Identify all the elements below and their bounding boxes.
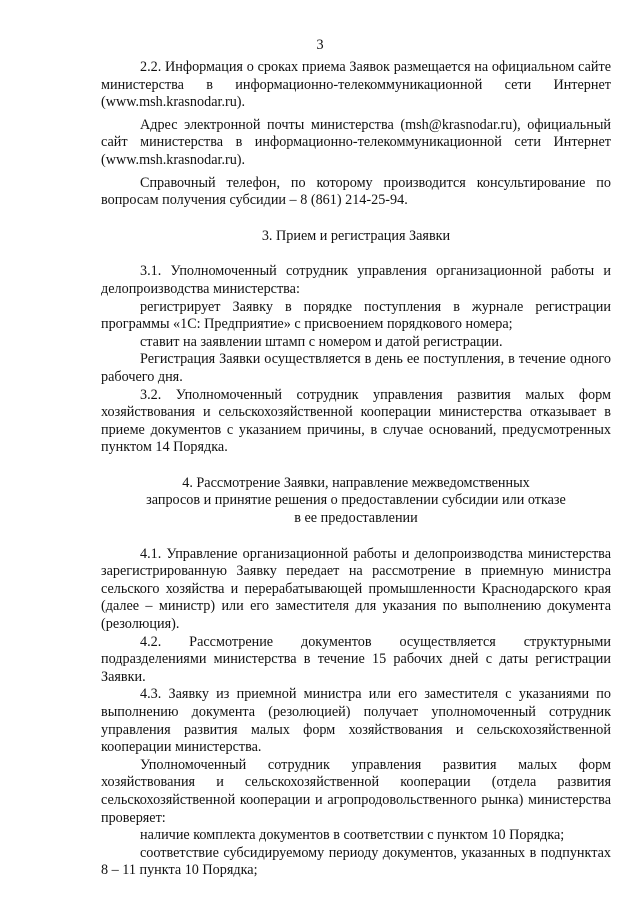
paragraph-2-2: 2.2. Информация о сроках приема Заявок размещается на официальном сайте министерства в информационно-телекоммуникационной сети Интернет (www.msh.krasnodar.ru). — [101, 59, 611, 111]
paragraph-checks: Уполномоченный сотрудник управления развития малых форм хозяйствования и сельскохозяйственной кооперации (отдела развития сельскохозяйственной кооперации и агропродовольственного рынка) министерства проверяет: — [101, 756, 611, 826]
paragraph-3-1-register: регистрирует Заявку в порядке поступления в журнале регистрации программы «1С: Предприятие» с присвоением порядкового номера; — [101, 298, 611, 333]
paragraph-4-3: 4.3. Заявку из приемной министра или его заместителя с указаниями по выполнению документа (резолюцией) получает уполномоченный сотрудник управления развития малых форм хозяйствования и сельскохозяйственной кооперации министерства. — [101, 686, 611, 756]
paragraph-3-1-stamp: ставит на заявлении штамп с номером и датой регистрации. — [140, 333, 503, 350]
paragraph-3-2: 3.2. Уполномоченный сотрудник управления развития малых форм хозяйствования и сельскохозяйственной кооперации министерства отказывает в приеме документов с указанием причины, в случае оснований, предусмотренных пунктом 14 Порядка. — [101, 386, 611, 456]
document-body — [101, 59, 611, 880]
paragraph-email-website: Адрес электронной почты министерства (msh@krasnodar.ru), официальный сайт министерства в информационно-телекоммуникационной сети Интернет (www.msh.krasnodar.ru). — [101, 116, 611, 168]
paragraph-3-1: 3.1. Уполномоченный сотрудник управления организационной работы и делопроизводства министерства: — [101, 263, 611, 297]
section-4-heading-line-3: в ее предоставлении — [294, 510, 418, 527]
section-4-heading-line-2: запросов и принятие решения о предоставлении субсидии или отказе — [146, 492, 566, 509]
section-4-heading-line-1: 4. Рассмотрение Заявки, направление межведомственных — [182, 474, 530, 491]
paragraph-registration-day: Регистрация Заявки осуществляется в день ее поступления, в течение одного рабочего дня. — [101, 351, 611, 385]
paragraph-4-1: 4.1. Управление организационной работы и делопроизводства министерства зарегистрированную Заявку передает на рассмотрение в приемную министра сельского хозяйства и перерабатывающей промышленности Краснодарского края (далее – министр) или его заместителя для указания по выполнению документа (резолюция). — [101, 545, 611, 633]
paragraph-check-period: соответствие субсидируемому периоду документов, указанных в подпунктах 8 – 11 пункта 10 Порядка; — [101, 844, 611, 879]
paragraph-4-2: 4.2. Рассмотрение документов осуществляется структурными подразделениями министерства в течение 15 рабочих дней с даты регистрации Заявки. — [101, 633, 611, 685]
page-number: 3 — [316, 37, 324, 53]
paragraph-check-set: наличие комплекта документов в соответствии с пунктом 10 Порядка; — [140, 827, 565, 844]
paragraph-phone: Справочный телефон, по которому производится консультирование по вопросам получения субсидии – 8 (861) 214-25-94. — [101, 174, 611, 209]
section-3-heading: 3. Прием и регистрация Заявки — [261, 227, 451, 244]
